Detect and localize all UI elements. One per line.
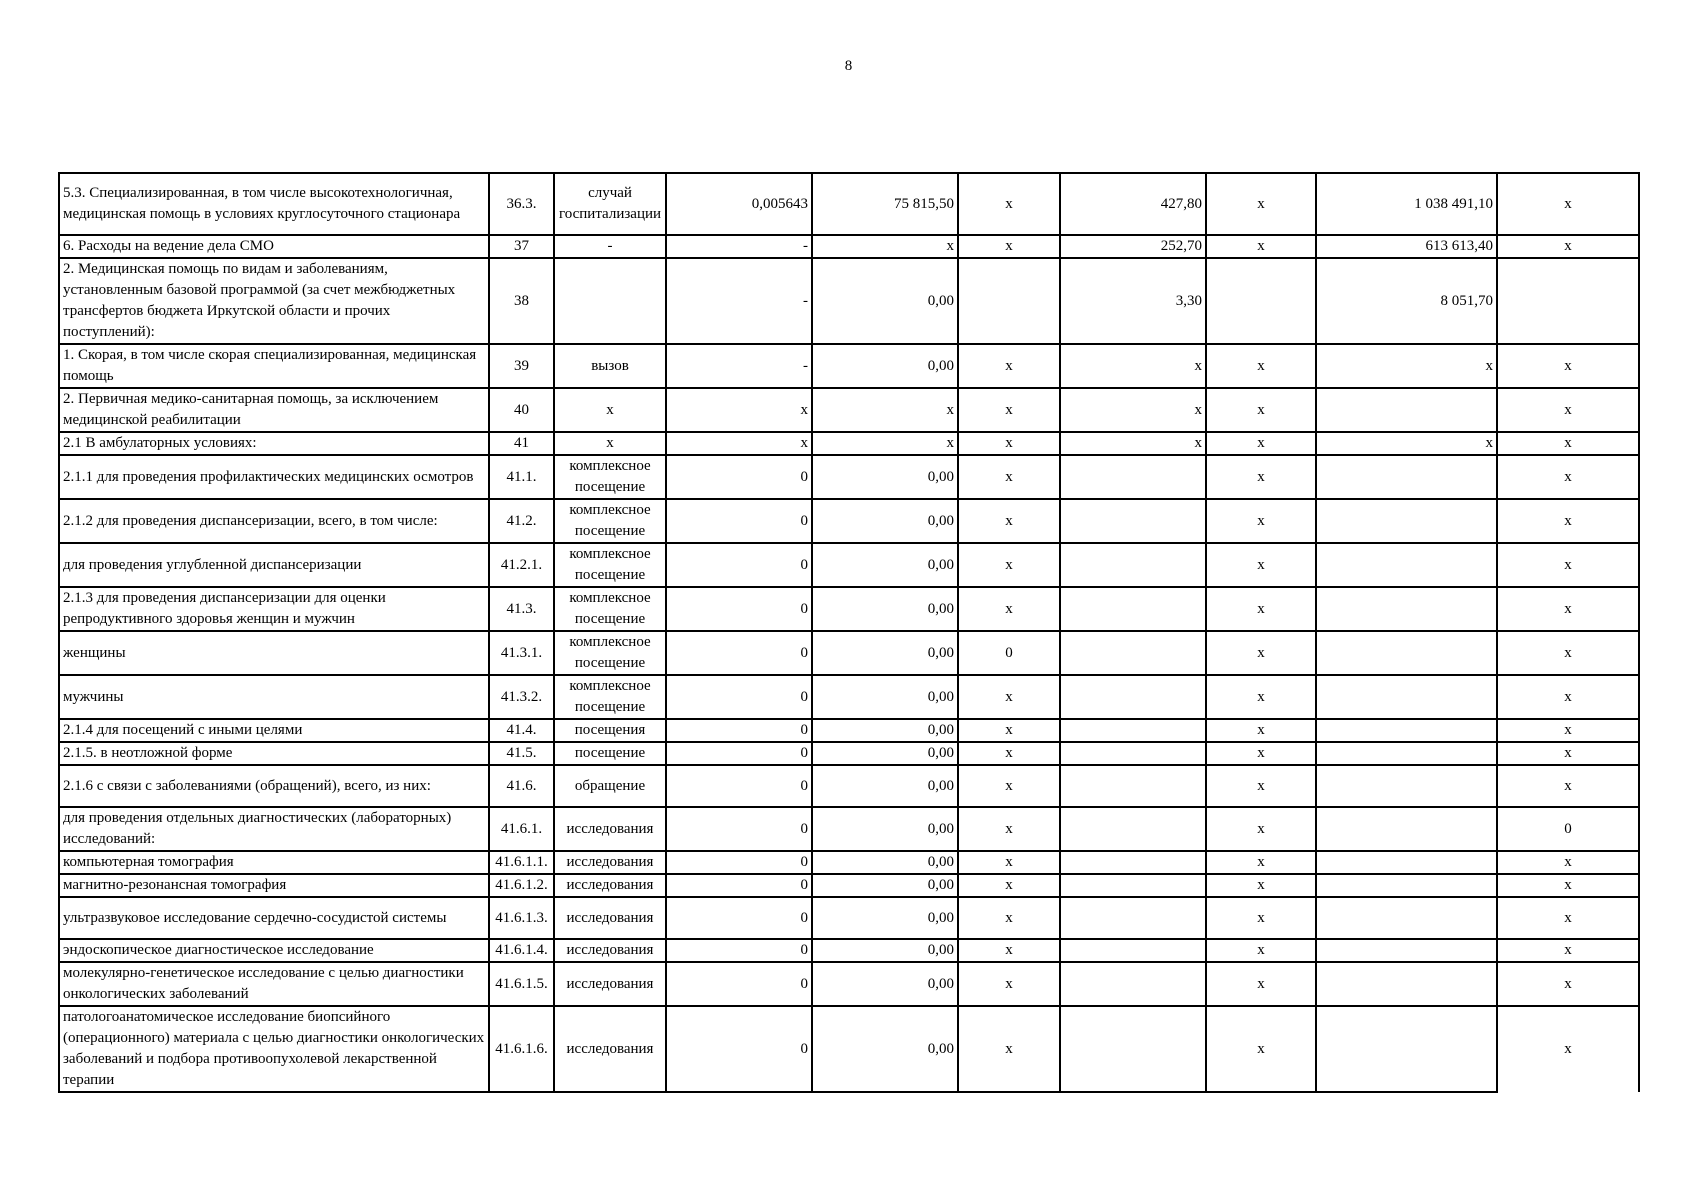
cell-code: 36.3. <box>489 173 554 235</box>
cell-c3: х <box>958 344 1060 388</box>
cell-c4: 427,80 <box>1060 173 1206 235</box>
cell-c7: х <box>1497 874 1639 897</box>
cell-name: 5.3. Специализированная, в том числе высокотехнологичная, медицинская помощь в условиях круглосуточного стационара <box>59 173 489 235</box>
cell-c6 <box>1316 388 1497 432</box>
cell-code: 41.6.1.2. <box>489 874 554 897</box>
table-row <box>59 173 1639 235</box>
cell-code: 41.3. <box>489 587 554 631</box>
cell-unit: посещение <box>554 742 666 765</box>
cell-c1: 0 <box>666 807 812 851</box>
cell-c2: 0,00 <box>812 543 958 587</box>
cell-c7: х <box>1497 1006 1639 1092</box>
cell-c3: х <box>958 388 1060 432</box>
cell-unit: комплексное посещение <box>554 499 666 543</box>
cell-c5: х <box>1206 344 1316 388</box>
cell-c3: х <box>958 897 1060 939</box>
cell-c6 <box>1316 631 1497 675</box>
cell-c2: 0,00 <box>812 851 958 874</box>
cell-name: эндоскопическое диагностическое исследование <box>59 939 489 962</box>
table-row <box>59 675 1639 719</box>
cell-c5: х <box>1206 962 1316 1006</box>
cell-unit: исследования <box>554 807 666 851</box>
cell-c4 <box>1060 807 1206 851</box>
cell-c5: х <box>1206 235 1316 258</box>
cell-c5: х <box>1206 499 1316 543</box>
cell-c6 <box>1316 587 1497 631</box>
cell-c4 <box>1060 742 1206 765</box>
cell-c4 <box>1060 1006 1206 1092</box>
cell-c4 <box>1060 631 1206 675</box>
cell-c1: 0 <box>666 455 812 499</box>
cell-c3: х <box>958 874 1060 897</box>
cell-c1: х <box>666 432 812 455</box>
table-row <box>59 235 1639 258</box>
cell-code: 41.6.1.3. <box>489 897 554 939</box>
cell-c5: х <box>1206 587 1316 631</box>
cell-c2: 75 815,50 <box>812 173 958 235</box>
cell-code: 41.2.1. <box>489 543 554 587</box>
cell-c4: 252,70 <box>1060 235 1206 258</box>
table-row <box>59 765 1639 807</box>
table-row <box>59 742 1639 765</box>
cell-c3: х <box>958 455 1060 499</box>
cell-c2: х <box>812 432 958 455</box>
cell-unit: комплексное посещение <box>554 631 666 675</box>
cell-c5: х <box>1206 742 1316 765</box>
cell-c5: х <box>1206 939 1316 962</box>
cell-c7: х <box>1497 851 1639 874</box>
cell-c2: 0,00 <box>812 1006 958 1092</box>
cell-c7: х <box>1497 499 1639 543</box>
cell-c2: х <box>812 388 958 432</box>
table-row <box>59 258 1639 344</box>
cell-c6 <box>1316 455 1497 499</box>
cell-c7: х <box>1497 235 1639 258</box>
cell-c7 <box>1497 258 1639 344</box>
cell-c5: х <box>1206 173 1316 235</box>
cell-c1: х <box>666 388 812 432</box>
cell-c5: х <box>1206 543 1316 587</box>
cell-c5: х <box>1206 455 1316 499</box>
table-row <box>59 631 1639 675</box>
cell-name: мужчины <box>59 675 489 719</box>
cell-c2: 0,00 <box>812 258 958 344</box>
cell-c2: 0,00 <box>812 897 958 939</box>
cell-code: 41.5. <box>489 742 554 765</box>
cell-c2: 0,00 <box>812 455 958 499</box>
cell-code: 41.3.1. <box>489 631 554 675</box>
cell-c5: х <box>1206 897 1316 939</box>
cell-code: 41 <box>489 432 554 455</box>
cell-c6: 8 051,70 <box>1316 258 1497 344</box>
cell-c3: х <box>958 719 1060 742</box>
cell-c2: 0,00 <box>812 807 958 851</box>
cell-c3: х <box>958 962 1060 1006</box>
cell-c1: 0 <box>666 874 812 897</box>
cell-c3: х <box>958 939 1060 962</box>
cell-c3: х <box>958 543 1060 587</box>
cell-c2: 0,00 <box>812 765 958 807</box>
cell-c1: 0 <box>666 962 812 1006</box>
page-number: 8 <box>844 58 853 74</box>
table-row <box>59 388 1639 432</box>
cell-code: 41.6.1.5. <box>489 962 554 1006</box>
cell-c4 <box>1060 939 1206 962</box>
table-row <box>59 432 1639 455</box>
cell-unit: комплексное посещение <box>554 455 666 499</box>
cell-c4 <box>1060 874 1206 897</box>
cell-c3: х <box>958 432 1060 455</box>
cell-c6 <box>1316 719 1497 742</box>
cell-c1: 0 <box>666 719 812 742</box>
cell-code: 41.6. <box>489 765 554 807</box>
cell-c4 <box>1060 499 1206 543</box>
cell-c7: х <box>1497 939 1639 962</box>
cell-c5 <box>1206 258 1316 344</box>
cell-unit <box>554 258 666 344</box>
table-row <box>59 874 1639 897</box>
cell-c1: 0 <box>666 742 812 765</box>
cell-code: 41.6.1. <box>489 807 554 851</box>
cell-c3 <box>958 258 1060 344</box>
cell-unit: комплексное посещение <box>554 675 666 719</box>
cell-name: 2.1.2 для проведения диспансеризации, всего, в том числе: <box>59 499 489 543</box>
cell-name: для проведения отдельных диагностических (лабораторных) исследований: <box>59 807 489 851</box>
medical-assistance-table <box>58 172 1640 1093</box>
cell-c4 <box>1060 765 1206 807</box>
cell-name: 2. Первичная медико-санитарная помощь, за исключением медицинской реабилитации <box>59 388 489 432</box>
cell-c4 <box>1060 543 1206 587</box>
cell-name: 2.1.6 с связи с заболеваниями (обращений), всего, из них: <box>59 765 489 807</box>
cell-c2: 0,00 <box>812 719 958 742</box>
cell-unit: исследования <box>554 939 666 962</box>
cell-name: магнитно-резонансная томография <box>59 874 489 897</box>
cell-c1: - <box>666 344 812 388</box>
cell-c6 <box>1316 897 1497 939</box>
cell-unit: исследования <box>554 851 666 874</box>
cell-name: 2.1.5. в неотложной форме <box>59 742 489 765</box>
cell-code: 41.4. <box>489 719 554 742</box>
cell-c7: х <box>1497 173 1639 235</box>
table-body <box>59 173 1639 1092</box>
cell-c6: 613 613,40 <box>1316 235 1497 258</box>
cell-c7: х <box>1497 742 1639 765</box>
cell-c1: 0 <box>666 631 812 675</box>
cell-c7: х <box>1497 543 1639 587</box>
cell-c3: х <box>958 587 1060 631</box>
table-row <box>59 807 1639 851</box>
cell-c7: х <box>1497 675 1639 719</box>
table-row <box>59 897 1639 939</box>
cell-c6 <box>1316 499 1497 543</box>
cell-c4: х <box>1060 344 1206 388</box>
cell-unit: посещения <box>554 719 666 742</box>
cell-c6 <box>1316 675 1497 719</box>
cell-name: 2.1.3 для проведения диспансеризации для оценки репродуктивного здоровья женщин и мужчин <box>59 587 489 631</box>
cell-unit: х <box>554 432 666 455</box>
table-row <box>59 719 1639 742</box>
cell-c6 <box>1316 1006 1497 1092</box>
cell-name: 6. Расходы на ведение дела СМО <box>59 235 489 258</box>
table-row <box>59 499 1639 543</box>
cell-c3: х <box>958 742 1060 765</box>
cell-c5: х <box>1206 388 1316 432</box>
cell-code: 41.3.2. <box>489 675 554 719</box>
cell-c6 <box>1316 874 1497 897</box>
cell-c5: х <box>1206 719 1316 742</box>
cell-c4 <box>1060 675 1206 719</box>
cell-name: 2. Медицинская помощь по видам и заболеваниям, установленным базовой программой (за счет межбюджетных трансфертов бюджета Иркутской области и прочих поступлений): <box>59 258 489 344</box>
cell-c1: 0 <box>666 765 812 807</box>
cell-c1: 0 <box>666 897 812 939</box>
cell-c5: х <box>1206 765 1316 807</box>
cell-c6 <box>1316 742 1497 765</box>
table-row <box>59 962 1639 1006</box>
cell-c5: х <box>1206 432 1316 455</box>
cell-c6 <box>1316 807 1497 851</box>
cell-c1: 0 <box>666 851 812 874</box>
cell-c7: х <box>1497 719 1639 742</box>
table-row <box>59 939 1639 962</box>
cell-c1: 0 <box>666 939 812 962</box>
cell-c2: 0,00 <box>812 344 958 388</box>
cell-c6 <box>1316 765 1497 807</box>
cell-c3: 0 <box>958 631 1060 675</box>
table-row <box>59 587 1639 631</box>
cell-c7: х <box>1497 344 1639 388</box>
cell-name: 1. Скорая, в том числе скорая специализированная, медицинская помощь <box>59 344 489 388</box>
cell-c7: х <box>1497 432 1639 455</box>
cell-code: 41.1. <box>489 455 554 499</box>
cell-c7: х <box>1497 631 1639 675</box>
cell-unit: исследования <box>554 897 666 939</box>
cell-c6: х <box>1316 432 1497 455</box>
cell-c6 <box>1316 962 1497 1006</box>
cell-c7: х <box>1497 897 1639 939</box>
cell-c6: х <box>1316 344 1497 388</box>
cell-c1: 0 <box>666 587 812 631</box>
cell-c6: 1 038 491,10 <box>1316 173 1497 235</box>
cell-unit: исследования <box>554 962 666 1006</box>
cell-unit: обращение <box>554 765 666 807</box>
cell-c3: х <box>958 765 1060 807</box>
cell-c2: х <box>812 235 958 258</box>
table-row <box>59 455 1639 499</box>
cell-c5: х <box>1206 874 1316 897</box>
cell-c2: 0,00 <box>812 742 958 765</box>
cell-name: молекулярно-генетическое исследование с целью диагностики онкологических заболеваний <box>59 962 489 1006</box>
cell-unit: х <box>554 388 666 432</box>
cell-code: 40 <box>489 388 554 432</box>
table-row <box>59 344 1639 388</box>
cell-c7: х <box>1497 455 1639 499</box>
cell-name: патологоанатомическое исследование биопсийного (операционного) материала с целью диагностики онкологических заболеваний и подбора противоопухолевой лекарственной терапии <box>59 1006 489 1092</box>
table-row <box>59 1006 1639 1092</box>
cell-unit: исследования <box>554 1006 666 1092</box>
cell-c3: х <box>958 851 1060 874</box>
cell-code: 39 <box>489 344 554 388</box>
cell-unit: случай госпитализации <box>554 173 666 235</box>
cell-c4: х <box>1060 432 1206 455</box>
cell-name: для проведения углубленной диспансеризации <box>59 543 489 587</box>
cell-c5: х <box>1206 1006 1316 1092</box>
cell-c3: х <box>958 499 1060 543</box>
cell-c3: х <box>958 807 1060 851</box>
cell-c4 <box>1060 455 1206 499</box>
cell-code: 41.6.1.4. <box>489 939 554 962</box>
cell-unit: комплексное посещение <box>554 587 666 631</box>
cell-c4: 3,30 <box>1060 258 1206 344</box>
cell-name: 2.1.4 для посещений с иными целями <box>59 719 489 742</box>
cell-c4 <box>1060 897 1206 939</box>
cell-c5: х <box>1206 675 1316 719</box>
cell-c1: 0 <box>666 1006 812 1092</box>
cell-c2: 0,00 <box>812 962 958 1006</box>
cell-c5: х <box>1206 851 1316 874</box>
cell-c4 <box>1060 587 1206 631</box>
table-row <box>59 851 1639 874</box>
cell-c6 <box>1316 939 1497 962</box>
cell-c1: - <box>666 258 812 344</box>
cell-c2: 0,00 <box>812 587 958 631</box>
cell-c4 <box>1060 962 1206 1006</box>
cell-c3: х <box>958 1006 1060 1092</box>
cell-c2: 0,00 <box>812 939 958 962</box>
cell-c7: х <box>1497 962 1639 1006</box>
cell-c5: х <box>1206 807 1316 851</box>
cell-name: женщины <box>59 631 489 675</box>
cell-c3: х <box>958 235 1060 258</box>
cell-c6 <box>1316 851 1497 874</box>
cell-name: 2.1 В амбулаторных условиях: <box>59 432 489 455</box>
cell-code: 37 <box>489 235 554 258</box>
cell-c2: 0,00 <box>812 874 958 897</box>
cell-c1: 0,005643 <box>666 173 812 235</box>
cell-c1: 0 <box>666 499 812 543</box>
cell-unit: вызов <box>554 344 666 388</box>
cell-code: 41.6.1.6. <box>489 1006 554 1092</box>
cell-name: компьютерная томография <box>59 851 489 874</box>
cell-c7: 0 <box>1497 807 1639 851</box>
cell-c4: х <box>1060 388 1206 432</box>
cell-c3: х <box>958 173 1060 235</box>
cell-unit: исследования <box>554 874 666 897</box>
cell-c2: 0,00 <box>812 499 958 543</box>
cell-code: 41.6.1.1. <box>489 851 554 874</box>
cell-c6 <box>1316 543 1497 587</box>
cell-c1: 0 <box>666 675 812 719</box>
cell-c7: х <box>1497 388 1639 432</box>
cell-c2: 0,00 <box>812 675 958 719</box>
cell-c7: х <box>1497 587 1639 631</box>
cell-c2: 0,00 <box>812 631 958 675</box>
table-row <box>59 543 1639 587</box>
cell-c4 <box>1060 719 1206 742</box>
cell-code: 38 <box>489 258 554 344</box>
cell-name: ультразвуковое исследование сердечно-сосудистой системы <box>59 897 489 939</box>
cell-c1: - <box>666 235 812 258</box>
cell-c1: 0 <box>666 543 812 587</box>
cell-name: 2.1.1 для проведения профилактических медицинских осмотров <box>59 455 489 499</box>
cell-unit: комплексное посещение <box>554 543 666 587</box>
cell-c3: х <box>958 675 1060 719</box>
cell-c4 <box>1060 851 1206 874</box>
cell-unit: - <box>554 235 666 258</box>
cell-c7: х <box>1497 765 1639 807</box>
cell-code: 41.2. <box>489 499 554 543</box>
cell-c5: х <box>1206 631 1316 675</box>
